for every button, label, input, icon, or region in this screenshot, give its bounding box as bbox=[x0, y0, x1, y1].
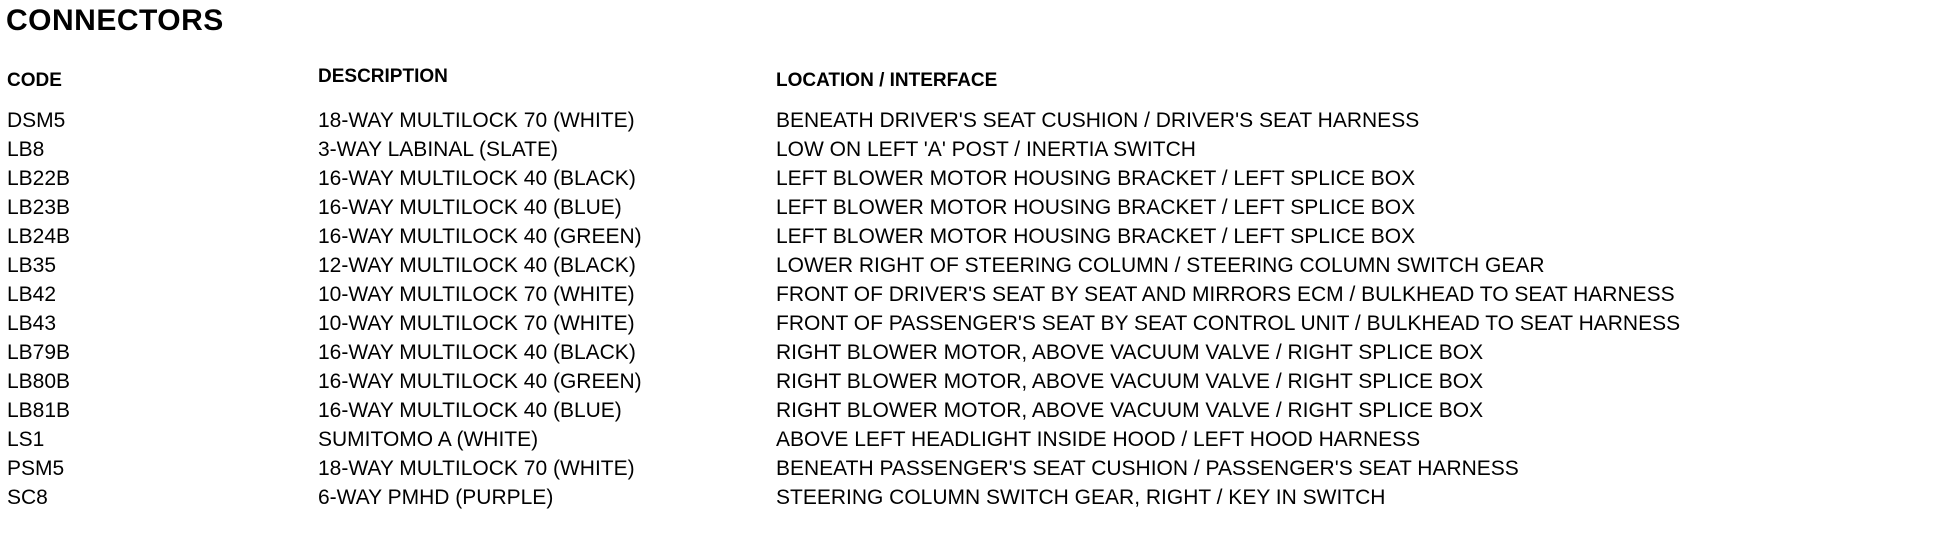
description-cell: 16-WAY MULTILOCK 40 (BLUE) bbox=[318, 399, 622, 422]
description-cell: 18-WAY MULTILOCK 70 (WHITE) bbox=[318, 109, 635, 132]
table-row bbox=[0, 106, 1952, 135]
location-cell: LEFT BLOWER MOTOR HOUSING BRACKET / LEFT SPLICE BOX bbox=[776, 225, 1416, 248]
code-cell: PSM5 bbox=[7, 457, 65, 480]
location-cell: RIGHT BLOWER MOTOR, ABOVE VACUUM VALVE / RIGHT SPLICE BOX bbox=[776, 370, 1484, 393]
page-title: CONNECTORS bbox=[6, 4, 224, 37]
table-row bbox=[0, 222, 1952, 251]
description-cell: 16-WAY MULTILOCK 40 (GREEN) bbox=[318, 225, 642, 248]
table-row bbox=[0, 396, 1952, 425]
code-cell: LB79B bbox=[7, 341, 71, 364]
column-header-location: LOCATION / INTERFACE bbox=[776, 70, 998, 91]
code-cell: LB24B bbox=[7, 225, 71, 248]
column-header-description: DESCRIPTION bbox=[318, 66, 448, 87]
description-cell: 16-WAY MULTILOCK 40 (BLACK) bbox=[318, 341, 636, 364]
code-cell: LS1 bbox=[7, 428, 45, 451]
code-cell: LB22B bbox=[7, 167, 71, 190]
description-cell: 3-WAY LABINAL (SLATE) bbox=[318, 138, 559, 161]
column-header-code: CODE bbox=[7, 70, 62, 91]
table-row bbox=[0, 135, 1952, 164]
code-cell: LB35 bbox=[7, 254, 57, 277]
code-cell: SC8 bbox=[7, 486, 48, 509]
description-cell: 12-WAY MULTILOCK 40 (BLACK) bbox=[318, 254, 636, 277]
location-cell: RIGHT BLOWER MOTOR, ABOVE VACUUM VALVE / RIGHT SPLICE BOX bbox=[776, 399, 1484, 422]
description-cell: SUMITOMO A (WHITE) bbox=[318, 428, 539, 451]
table-row bbox=[0, 425, 1952, 454]
location-cell: ABOVE LEFT HEADLIGHT INSIDE HOOD / LEFT HOOD HARNESS bbox=[776, 428, 1421, 451]
table-row bbox=[0, 164, 1952, 193]
location-cell: BENEATH PASSENGER'S SEAT CUSHION / PASSENGER'S SEAT HARNESS bbox=[776, 457, 1519, 480]
table-header bbox=[0, 66, 1952, 95]
table-row bbox=[0, 309, 1952, 338]
location-cell: STEERING COLUMN SWITCH GEAR, RIGHT / KEY IN SWITCH bbox=[776, 486, 1386, 509]
code-cell: LB80B bbox=[7, 370, 71, 393]
table-row bbox=[0, 454, 1952, 483]
table-row bbox=[0, 280, 1952, 309]
location-cell: LOW ON LEFT 'A' POST / INERTIA SWITCH bbox=[776, 138, 1196, 161]
description-cell: 10-WAY MULTILOCK 70 (WHITE) bbox=[318, 283, 635, 306]
description-cell: 16-WAY MULTILOCK 40 (GREEN) bbox=[318, 370, 642, 393]
code-cell: DSM5 bbox=[7, 109, 66, 132]
description-cell: 10-WAY MULTILOCK 70 (WHITE) bbox=[318, 312, 635, 335]
table-row bbox=[0, 338, 1952, 367]
location-cell: LOWER RIGHT OF STEERING COLUMN / STEERING COLUMN SWITCH GEAR bbox=[776, 254, 1545, 277]
description-cell: 6-WAY PMHD (PURPLE) bbox=[318, 486, 554, 509]
description-cell: 18-WAY MULTILOCK 70 (WHITE) bbox=[318, 457, 635, 480]
location-cell: BENEATH DRIVER'S SEAT CUSHION / DRIVER'S SEAT HARNESS bbox=[776, 109, 1420, 132]
code-cell: LB43 bbox=[7, 312, 57, 335]
location-cell: LEFT BLOWER MOTOR HOUSING BRACKET / LEFT SPLICE BOX bbox=[776, 196, 1416, 219]
code-cell: LB23B bbox=[7, 196, 71, 219]
table-row bbox=[0, 193, 1952, 222]
table-row bbox=[0, 251, 1952, 280]
code-cell: LB8 bbox=[7, 138, 45, 161]
location-cell: FRONT OF DRIVER'S SEAT BY SEAT AND MIRRORS ECM / BULKHEAD TO SEAT HARNESS bbox=[776, 283, 1675, 306]
location-cell: LEFT BLOWER MOTOR HOUSING BRACKET / LEFT SPLICE BOX bbox=[776, 167, 1416, 190]
description-cell: 16-WAY MULTILOCK 40 (BLACK) bbox=[318, 167, 636, 190]
location-cell: FRONT OF PASSENGER'S SEAT BY SEAT CONTROL UNIT / BULKHEAD TO SEAT HARNESS bbox=[776, 312, 1681, 335]
table-row bbox=[0, 483, 1952, 512]
table-row bbox=[0, 367, 1952, 396]
description-cell: 16-WAY MULTILOCK 40 (BLUE) bbox=[318, 196, 622, 219]
code-cell: LB81B bbox=[7, 399, 71, 422]
code-cell: LB42 bbox=[7, 283, 57, 306]
location-cell: RIGHT BLOWER MOTOR, ABOVE VACUUM VALVE / RIGHT SPLICE BOX bbox=[776, 341, 1484, 364]
